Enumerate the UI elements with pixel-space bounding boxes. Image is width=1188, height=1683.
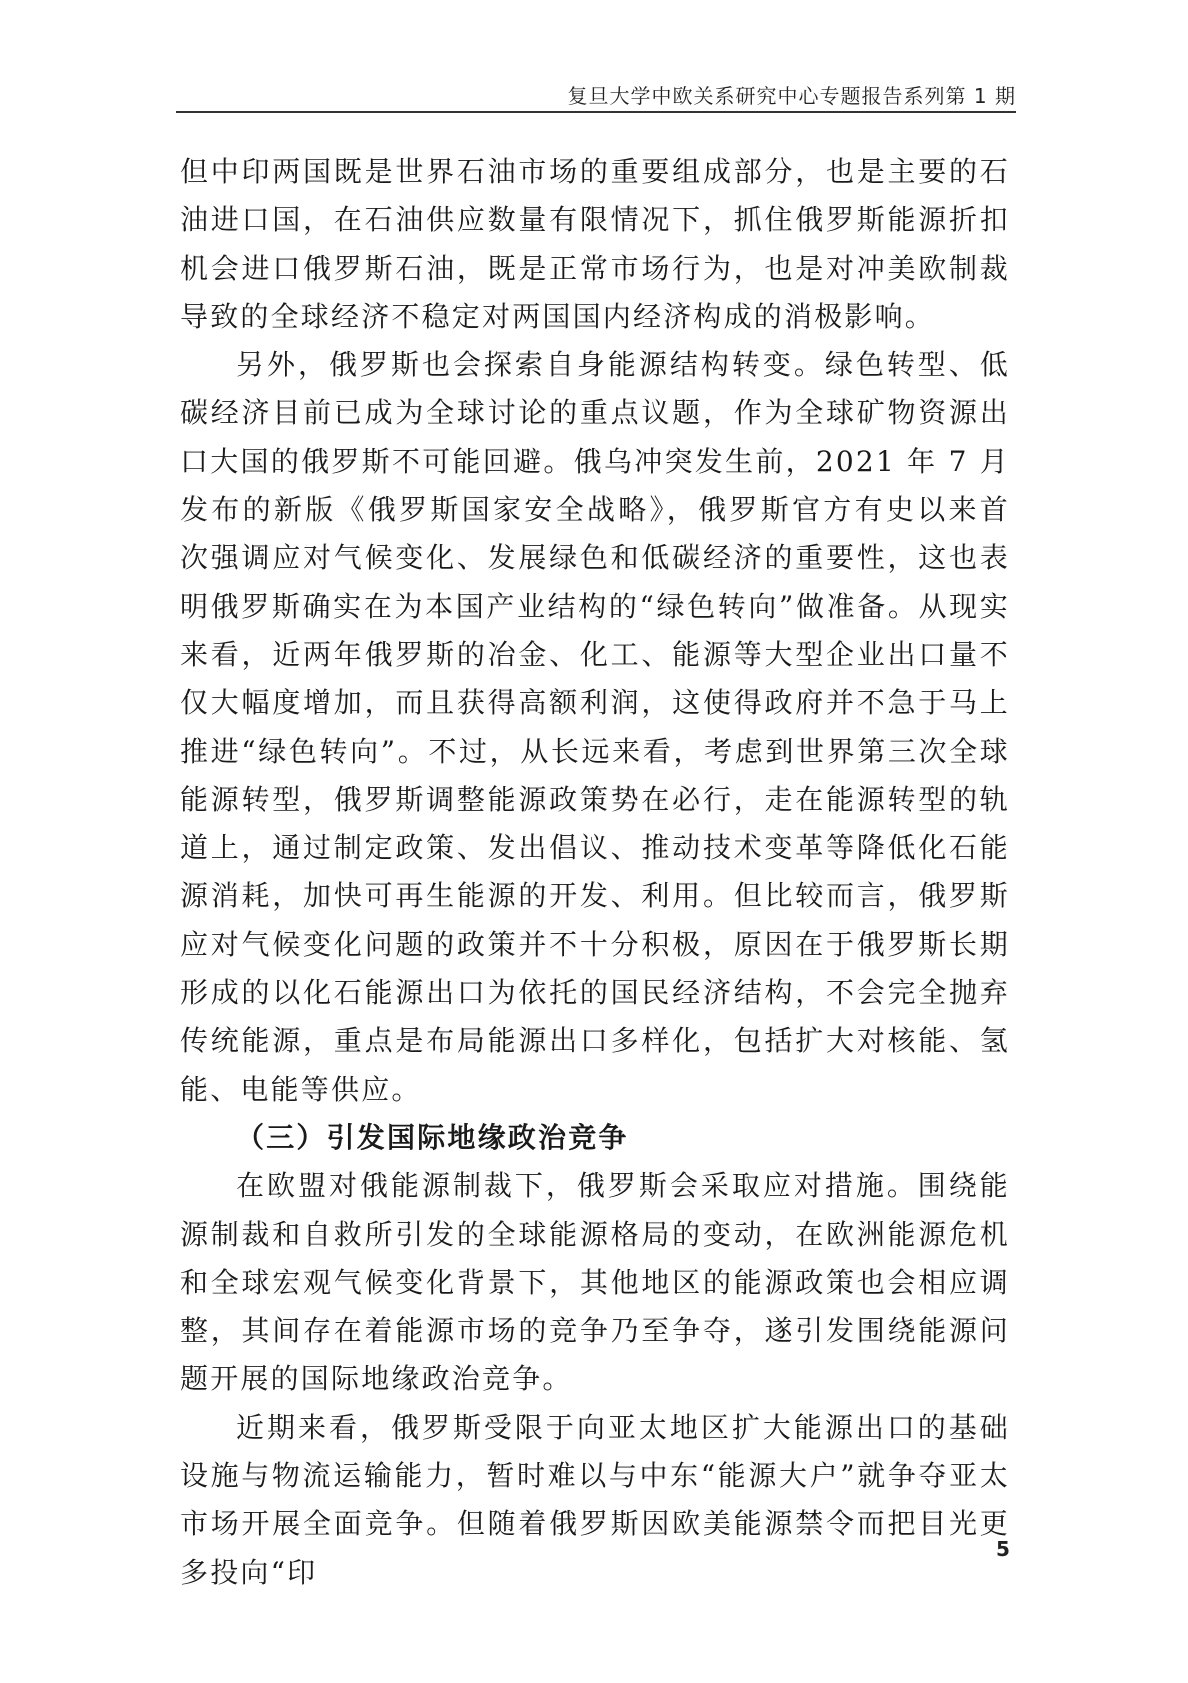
section-heading: （三）引发国际地缘政治竞争: [236, 1120, 629, 1154]
body-text: [180, 148, 1010, 1597]
header-rule: [176, 111, 1016, 113]
paragraph-4: 近期来看，俄罗斯受限于向亚太地区扩大能源出口的基础设施与物流运输能力，暂时难以与中东“能源大户”就争夺亚太市场开展全面竞争。但随着俄罗斯因欧美能源禁令而把目光更多投向“印: [180, 1410, 1010, 1589]
paragraph-2: 另外，俄罗斯也会探索自身能源结构转变。绿色转型、低碳经济目前已成为全球讨论的重点议题，作为全球矿物资源出口大国的俄罗斯不可能回避。俄乌冲突发生前，2021 年 7 月发布的新版《俄罗斯国家安全战略》，俄罗斯官方有史以来首次强调应对气候变化、发展绿色和低碳经济的重要性，这也表明俄罗斯确实在为本国产业结构的“绿色转向”做准备。从现实来看，近两年俄罗斯的冶金、化工、能源等大型企业出口量不仅大幅度增加，而且获得高额利润，这使得政府并不急于马上推进“绿色转向”。不过，从长远来看，考虑到世界第三次全球能源转型，俄罗斯调整能源政策势在必行，走在能源转型的轨道上，通过制定政策、发出倡议、推动技术变革等降低化石能源消耗，加快可再生能源的开发、利用。但比较而言，俄罗斯应对气候变化问题的政策并不十分积极，原因在于俄罗斯长期形成的以化石能源出口为依托的国民经济结构，不会完全抛弃传统能源，重点是布局能源出口多样化，包括扩大对核能、氢能、电能等供应。: [180, 348, 1010, 1106]
paragraph-1: 但中印两国既是世界石油市场的重要组成部分，也是主要的石油进口国，在石油供应数量有限情况下，抓住俄罗斯能源折扣机会进口俄罗斯石油，既是正常市场行为，也是对冲美欧制裁导致的全球经济不稳定对两国国内经济构成的消极影响。: [180, 155, 1010, 333]
page-number: 5: [996, 1537, 1010, 1561]
paragraph-3: 在欧盟对俄能源制裁下，俄罗斯会采取应对措施。围绕能源制裁和自救所引发的全球能源格局的变动，在欧洲能源危机和全球宏观气候变化背景下，其他地区的能源政策也会相应调整，其间存在着能源市场的竞争乃至争夺，遂引发围绕能源问题开展的国际地缘政治竞争。: [180, 1169, 1010, 1396]
running-header: 复旦大学中欧关系研究中心专题报告系列第 1 期: [567, 84, 1016, 108]
